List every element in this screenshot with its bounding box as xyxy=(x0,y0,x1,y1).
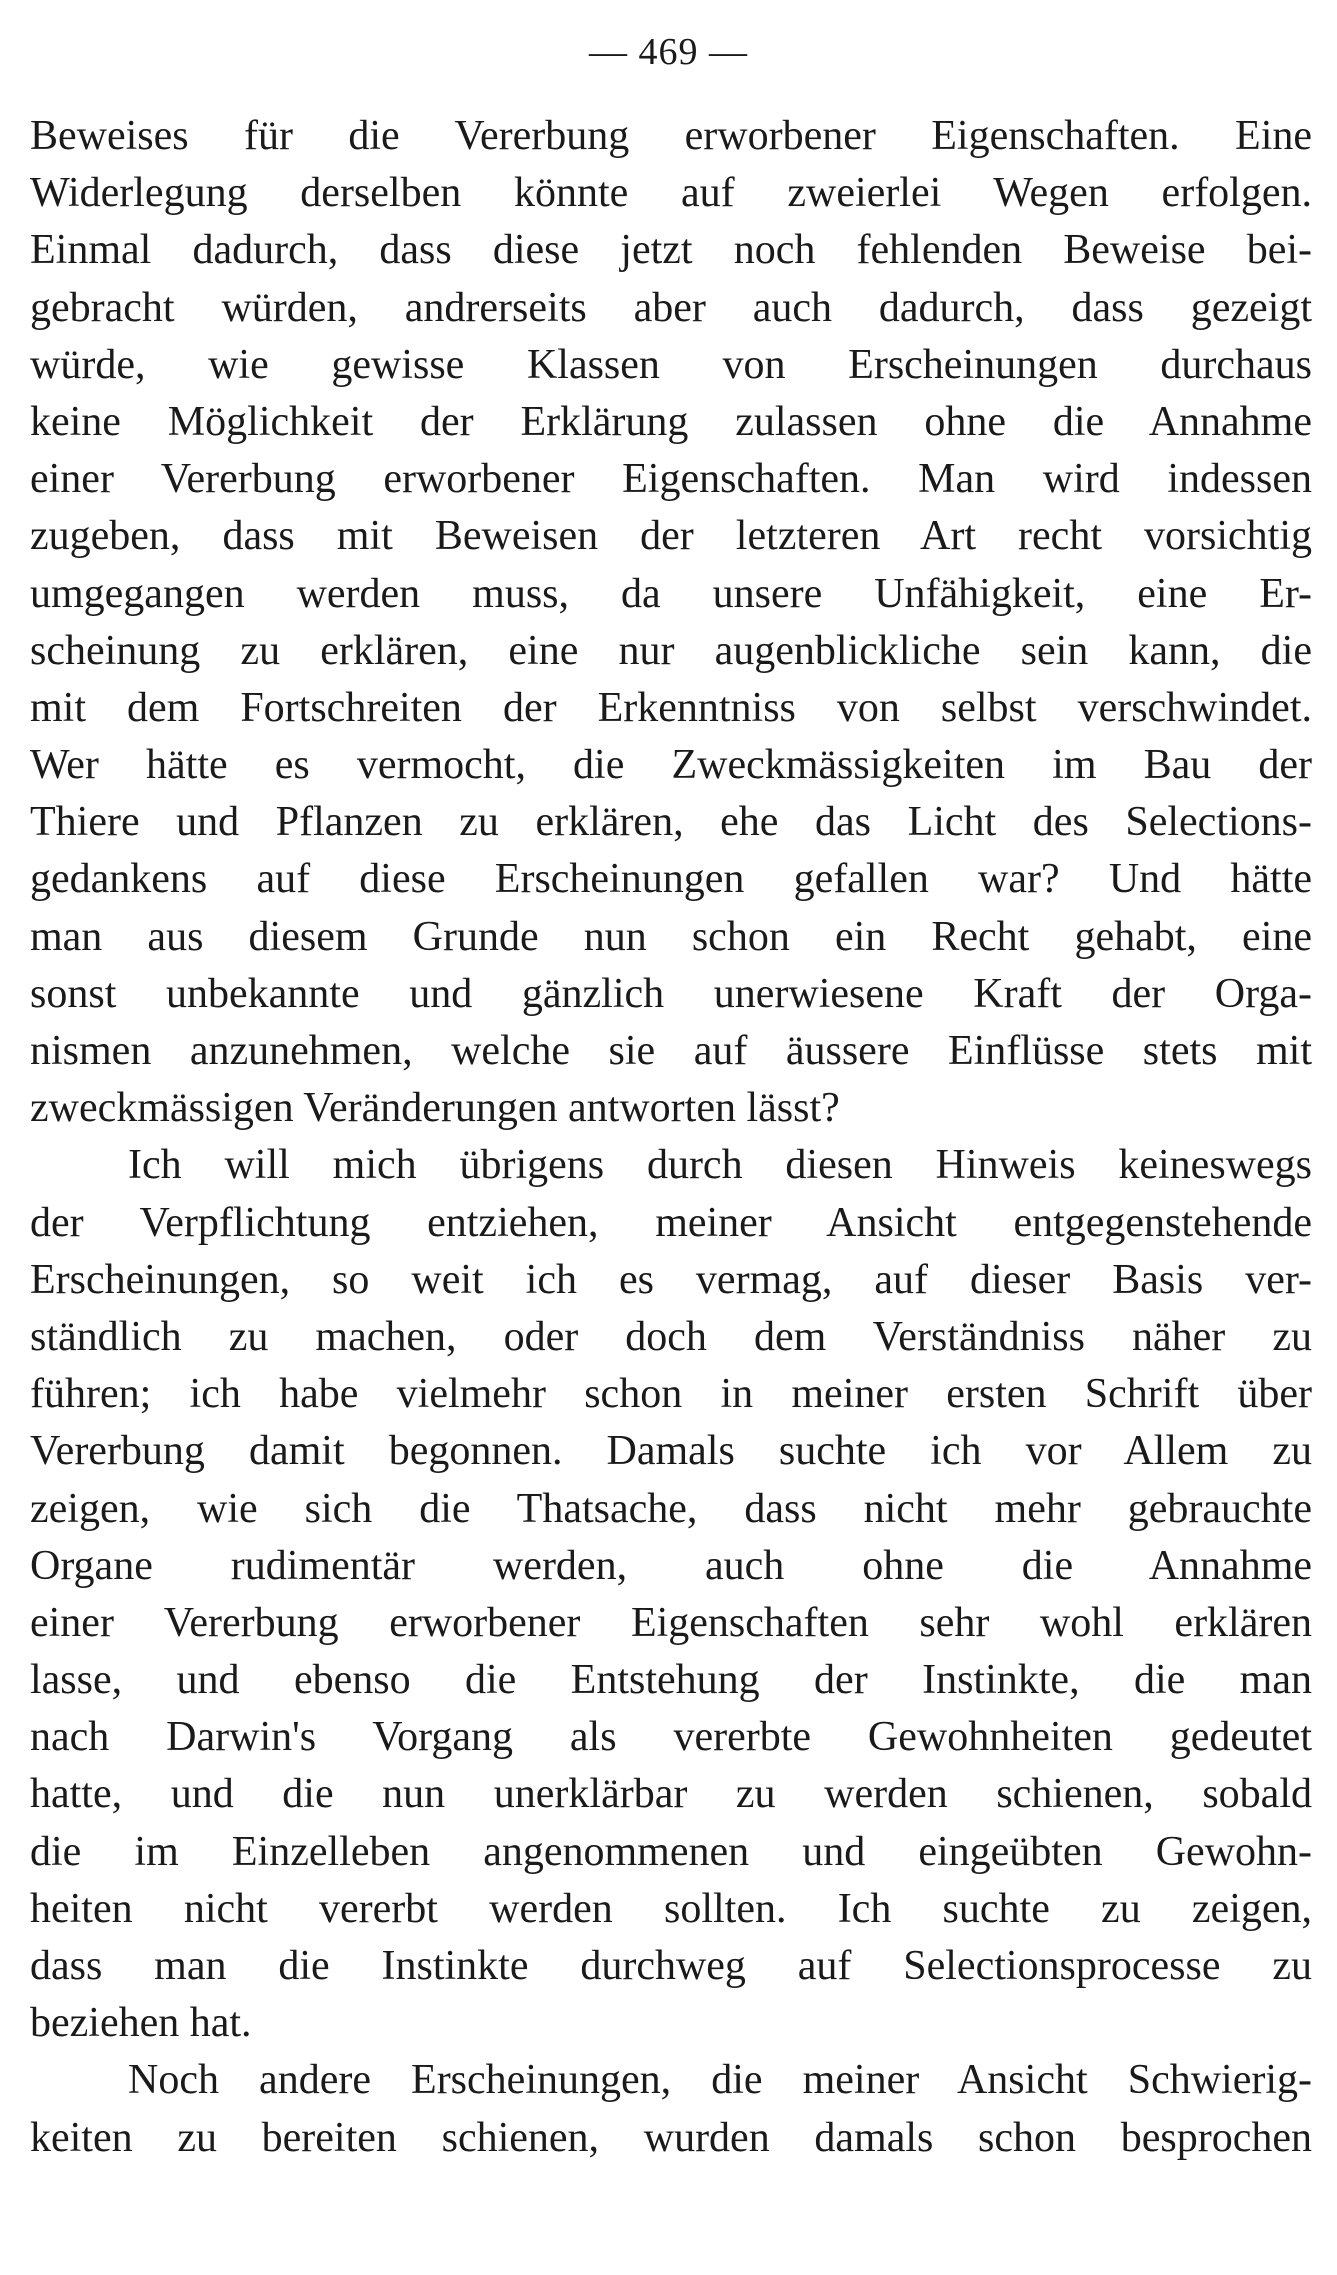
text-line: die im Einzelleben angenommenen und eingeübten Gewohn- xyxy=(30,1828,1312,1875)
page-number: — 469 — xyxy=(589,31,748,73)
text-line: zugeben, dass mit Beweisen der letzteren Art recht vorsichtig xyxy=(30,513,1312,560)
text-line: Widerlegung derselben könnte auf zweierlei Wegen erfolgen. xyxy=(30,170,1312,217)
text-line: hatte, und die nun unerklärbar zu werden schienen, sobald xyxy=(30,1771,1312,1818)
text-line: zweckmässigen Veränderungen antworten lässt? xyxy=(30,1085,840,1132)
text-line: Noch andere Erscheinungen, die meiner Ansicht Schwierig- xyxy=(128,2057,1312,2104)
text-line: Ich will mich übrigens durch diesen Hinweis keineswegs xyxy=(128,1142,1312,1189)
text-line: lasse, und ebenso die Entstehung der Instinkte, die man xyxy=(30,1657,1312,1704)
text-line: sonst unbekannte und gänzlich unerwiesene Kraft der Orga- xyxy=(30,970,1312,1017)
text-line: beziehen hat. xyxy=(30,2000,252,2047)
text-line: Organe rudimentär werden, auch ohne die Annahme xyxy=(30,1542,1312,1589)
paragraph-1 xyxy=(30,108,1312,1137)
text-line: Thiere und Pflanzen zu erklären, ehe das Licht des Selections- xyxy=(30,799,1312,846)
paragraph-2 xyxy=(30,1137,1312,2052)
text-line: führen; ich habe vielmehr schon in meiner ersten Schrift über xyxy=(30,1371,1312,1418)
text-line: gebracht würden, andrerseits aber auch dadurch, dass gezeigt xyxy=(30,284,1312,331)
text-line: Vererbung damit begonnen. Damals suchte ich vor Allem zu xyxy=(30,1428,1312,1475)
text-line: dass man die Instinkte durchweg auf Selectionsprocesse zu xyxy=(30,1943,1312,1989)
text-line: mit dem Fortschreiten der Erkenntniss von selbst verschwindet. xyxy=(30,684,1312,731)
text-line: einer Vererbung erworbener Eigenschaften. Man wird indessen xyxy=(30,456,1312,503)
text-line: Beweises für die Vererbung erworbener Eigenschaften. Eine xyxy=(30,113,1312,159)
text-line: der Verpflichtung entziehen, meiner Ansicht entgegenstehende xyxy=(30,1199,1312,1246)
text-line: würde, wie gewisse Klassen von Erscheinungen durchaus xyxy=(30,341,1312,388)
text-line: nach Darwin's Vorgang als vererbte Gewohnheiten gedeutet xyxy=(30,1714,1312,1761)
text-line: nismen anzunehmen, welche sie auf äussere Einflüsse stets mit xyxy=(30,1028,1312,1074)
text-line: umgegangen werden muss, da unsere Unfähigkeit, eine Er- xyxy=(30,570,1312,617)
text-line: zeigen, wie sich die Thatsache, dass nicht mehr gebrauchte xyxy=(30,1485,1312,1532)
paragraph-3 xyxy=(30,2052,1312,2166)
text-line: keiten zu bereiten schienen, wurden damals schon besprochen xyxy=(30,2114,1312,2161)
text-line: gedankens auf diese Erscheinungen gefallen war? Und hätte xyxy=(30,856,1312,903)
text-line: heiten nicht vererbt werden sollten. Ich suchte zu zeigen, xyxy=(30,1885,1312,1932)
text-line: Wer hätte es vermocht, die Zweckmässigkeiten im Bau der xyxy=(30,742,1312,789)
body-text xyxy=(30,108,1312,2167)
text-line: scheinung zu erklären, eine nur augenblickliche sein kann, die xyxy=(30,627,1312,674)
text-line: Einmal dadurch, dass diese jetzt noch fehlenden Beweise bei- xyxy=(30,227,1312,274)
text-line: Erscheinungen, so weit ich es vermag, auf dieser Basis ver- xyxy=(30,1256,1312,1303)
text-line: man aus diesem Grunde nun schon ein Recht gehabt, eine xyxy=(30,913,1312,960)
text-line: ständlich zu machen, oder doch dem Verständniss näher zu xyxy=(30,1313,1312,1360)
text-line: keine Möglichkeit der Erklärung zulassen ohne die Annahme xyxy=(30,398,1312,445)
text-line: einer Vererbung erworbener Eigenschaften sehr wohl erklären xyxy=(30,1599,1312,1646)
